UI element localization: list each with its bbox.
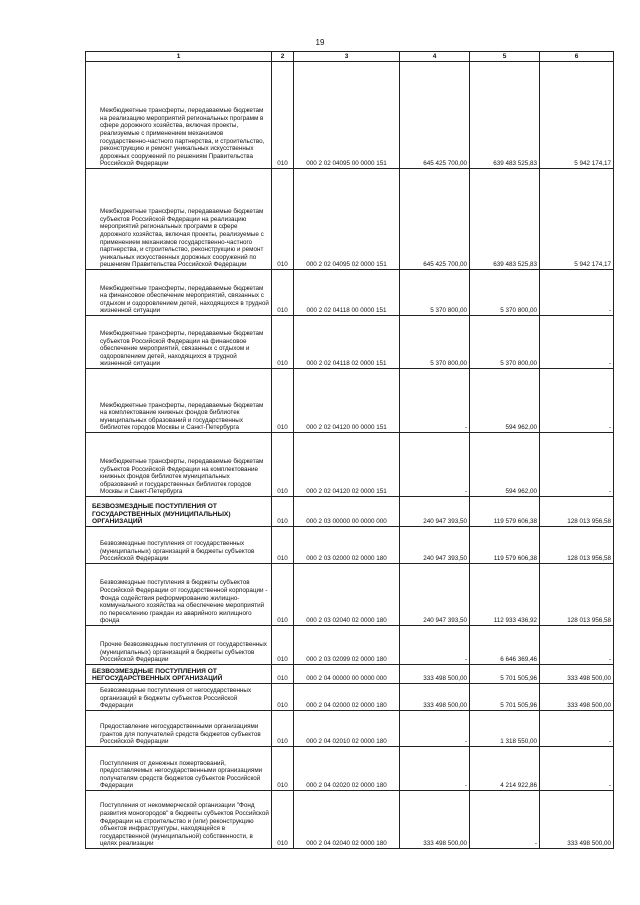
- row-unexecuted: -: [540, 369, 614, 433]
- row-name: [86, 316, 272, 369]
- row-name: [86, 369, 272, 433]
- row-budget-code: 000 2 04 02000 02 0000 180: [294, 684, 400, 711]
- row-line-code: 010: [272, 665, 294, 684]
- table-row: [86, 564, 614, 626]
- row-approved: 645 425 700,00: [400, 169, 470, 270]
- row-budget-code: 000 2 02 04095 00 0000 151: [294, 62, 400, 169]
- column-header: 4: [400, 52, 470, 62]
- row-budget-code: 000 2 02 04120 00 0000 151: [294, 369, 400, 433]
- row-unexecuted: -: [540, 626, 614, 665]
- row-executed: 594 962,00: [470, 433, 540, 497]
- row-unexecuted: 128 013 956,58: [540, 564, 614, 626]
- row-line-code: 010: [272, 564, 294, 626]
- page-number: 19: [315, 38, 325, 47]
- row-approved: 5 370 800,00: [400, 270, 470, 316]
- row-line-code: 010: [272, 433, 294, 497]
- row-unexecuted: 333 498 500,00: [540, 684, 614, 711]
- row-unexecuted: -: [540, 711, 614, 747]
- row-unexecuted: 128 013 956,58: [540, 527, 614, 564]
- table-row: [86, 369, 614, 433]
- row-executed: 594 962,00: [470, 369, 540, 433]
- table-row: [86, 791, 614, 849]
- row-executed: 1 318 550,00: [470, 711, 540, 747]
- row-budget-code: 000 2 03 02099 02 0000 180: [294, 626, 400, 665]
- row-name: [86, 791, 272, 849]
- row-name-text: Межбюджетные трансферты, передаваемые бюджетам субъектов Российской Федерации на финансовое обеспечение мероприятий, связанных с отдыхом и оздоровлением детей, находящихся в трудной жизненной ситуации: [100, 330, 264, 368]
- report-table: [85, 51, 614, 849]
- row-executed: 639 483 525,83: [470, 62, 540, 169]
- row-budget-code: 000 2 04 02010 02 0000 180: [294, 711, 400, 747]
- row-approved: 333 498 500,00: [400, 665, 470, 684]
- row-budget-code: 000 2 04 02020 02 0000 180: [294, 747, 400, 791]
- row-budget-code: 000 2 02 04118 00 0000 151: [294, 270, 400, 316]
- row-name: [86, 665, 272, 684]
- row-executed: 639 483 525,83: [470, 169, 540, 270]
- row-name-text: БЕЗВОЗМЕЗДНЫЕ ПОСТУПЛЕНИЯ ОТ ГОСУДАРСТВЕННЫХ (МУНИЦИПАЛЬНЫХ) ОРГАНИЗАЦИЙ: [92, 503, 231, 526]
- row-approved: -: [400, 747, 470, 791]
- row-executed: 5 370 800,00: [470, 316, 540, 369]
- column-header: 3: [294, 52, 400, 62]
- row-line-code: 010: [272, 684, 294, 711]
- row-approved: -: [400, 711, 470, 747]
- row-approved: 645 425 700,00: [400, 62, 470, 169]
- row-executed: -: [470, 791, 540, 849]
- table-row: [86, 626, 614, 665]
- row-line-code: 010: [272, 497, 294, 527]
- table-row: [86, 433, 614, 497]
- row-name-text: Предоставление негосударственными организациями грантов для получателей средств бюджетов субъектов Российской Федерации: [100, 723, 261, 746]
- row-unexecuted: 128 013 956,58: [540, 497, 614, 527]
- row-budget-code: 000 2 02 04118 02 0000 151: [294, 316, 400, 369]
- row-executed: 6 646 369,46: [470, 626, 540, 665]
- row-unexecuted: 333 498 500,00: [540, 665, 614, 684]
- row-executed: 4 214 922,86: [470, 747, 540, 791]
- row-line-code: 010: [272, 316, 294, 369]
- row-approved: 333 498 500,00: [400, 791, 470, 849]
- table-row: [86, 711, 614, 747]
- column-header: 5: [470, 52, 540, 62]
- row-unexecuted: 5 942 174,17: [540, 169, 614, 270]
- row-approved: -: [400, 369, 470, 433]
- row-unexecuted: -: [540, 433, 614, 497]
- row-name-text: Безвозмездные поступления от негосударственных организаций в бюджеты субъектов Российской Федерации: [100, 687, 252, 710]
- row-name: [86, 62, 272, 169]
- row-line-code: 010: [272, 369, 294, 433]
- row-line-code: 010: [272, 270, 294, 316]
- table-row: [86, 316, 614, 369]
- row-line-code: 010: [272, 791, 294, 849]
- row-unexecuted: -: [540, 316, 614, 369]
- row-name: [86, 564, 272, 626]
- row-approved: -: [400, 626, 470, 665]
- column-header: 2: [272, 52, 294, 62]
- row-name: [86, 270, 272, 316]
- row-executed: 5 370 800,00: [470, 270, 540, 316]
- row-budget-code: 000 2 04 00000 00 0000 000: [294, 665, 400, 684]
- row-name: [86, 711, 272, 747]
- row-executed: 112 933 436,92: [470, 564, 540, 626]
- row-approved: 5 370 800,00: [400, 316, 470, 369]
- table-row: [86, 169, 614, 270]
- row-name: [86, 684, 272, 711]
- table-row: [86, 665, 614, 684]
- table-row: [86, 62, 614, 169]
- table-header: [86, 52, 614, 62]
- row-name: [86, 527, 272, 564]
- table-row: [86, 270, 614, 316]
- row-executed: 5 701 505,96: [470, 684, 540, 711]
- row-budget-code: 000 2 04 02040 02 0000 180: [294, 791, 400, 849]
- row-approved: 333 498 500,00: [400, 684, 470, 711]
- row-name-text: Межбюджетные трансферты, передаваемые бюджетам на комплектование книжных фондов библиотек муниципальных образований и государственных библиотек городов Москвы и Санкт-Петербурга: [100, 401, 264, 432]
- row-line-code: 010: [272, 747, 294, 791]
- row-name: [86, 433, 272, 497]
- row-unexecuted: -: [540, 747, 614, 791]
- column-header: 6: [540, 52, 614, 62]
- column-header: 1: [86, 52, 272, 62]
- row-executed: 119 579 606,38: [470, 497, 540, 527]
- row-budget-code: 000 2 02 04095 02 0000 151: [294, 169, 400, 270]
- row-unexecuted: -: [540, 270, 614, 316]
- table-row: [86, 684, 614, 711]
- table-row: [86, 527, 614, 564]
- row-name-text: Поступления от некоммерческой организации "Фонд развития моногородов" в бюджеты субъектов Российской Федерации на строительство и (или) реконструкцию объектов инфраструктуры, находящейся в государственной (муниципальной) собственности, в целях реализации: [100, 802, 269, 848]
- row-name-text: Межбюджетные трансферты, передаваемые бюджетам субъектов Российской Федерации на реализацию мероприятий региональных программ в сфере дорожного хозяйства, включая проекты, реализуемые с применением механизмов государственно-частного партнерства, и строительство, реконструкцию и ремонт уникальных искусственных дорожных сооружений по решениям Правительства Российской Федерации: [100, 208, 264, 269]
- row-name: [86, 497, 272, 527]
- row-line-code: 010: [272, 711, 294, 747]
- row-line-code: 010: [272, 626, 294, 665]
- row-name-text: Межбюджетные трансферты, передаваемые бюджетам на финансовое обеспечение мероприятий, связанных с отдыхом и оздоровлением детей, находящихся в трудной жизненной ситуации: [100, 284, 269, 315]
- row-budget-code: 000 2 03 02040 02 0000 180: [294, 564, 400, 626]
- row-name-text: Межбюджетные трансферты, передаваемые бюджетам субъектов Российской Федерации на комплектование книжных фондов библиотек муниципальных образований и государственных библиотек городов Москвы и Санкт-Петербурга: [100, 458, 264, 496]
- row-name-text: Поступления от денежных пожертвований, предоставляемых негосударственными организациями получателям средств бюджетов субъектов Российской Федерации: [100, 759, 263, 790]
- row-budget-code: 000 2 03 00000 00 0000 000: [294, 497, 400, 527]
- row-budget-code: 000 2 03 02000 02 0000 180: [294, 527, 400, 564]
- row-approved: 240 947 393,50: [400, 527, 470, 564]
- row-executed: 5 701 505,96: [470, 665, 540, 684]
- row-budget-code: 000 2 02 04120 02 0000 151: [294, 433, 400, 497]
- row-line-code: 010: [272, 169, 294, 270]
- row-name: [86, 747, 272, 791]
- table-row: [86, 497, 614, 527]
- row-line-code: 010: [272, 62, 294, 169]
- row-name: [86, 169, 272, 270]
- row-name-text: Безвозмездные поступления от государственных (муниципальных) организаций в бюджеты субъектов Российской Федерации: [100, 540, 255, 563]
- row-name: [86, 626, 272, 665]
- row-approved: 240 947 393,50: [400, 497, 470, 527]
- row-unexecuted: 5 942 174,17: [540, 62, 614, 169]
- row-approved: 240 947 393,50: [400, 564, 470, 626]
- row-line-code: 010: [272, 527, 294, 564]
- row-name-text: Межбюджетные трансферты, передаваемые бюджетам на реализацию мероприятий региональных программ в сфере дорожного хозяйства, включая проекты, реализуемые с применением механизмов государственно-частного партнерства, и строительство, реконструкцию и ремонт уникальных искусственных дорожных сооружений по решениям Правительства Российской Федерации: [100, 107, 265, 168]
- row-name-text: Безвозмездные поступления в бюджеты субъектов Российской Федерации от государственной корпорации - Фонда содействия реформированию жилищно-коммунального хозяйства на обеспечение мероприятий по переселению граждан из аварийного жилищного фонда: [100, 579, 268, 625]
- row-name-text: Прочие безвозмездные поступления от государственных (муниципальных) организаций в бюджеты субъектов Российской Федерации: [100, 641, 267, 664]
- row-unexecuted: 333 498 500,00: [540, 791, 614, 849]
- row-executed: 119 579 606,38: [470, 527, 540, 564]
- row-approved: -: [400, 433, 470, 497]
- table-row: [86, 747, 614, 791]
- row-name-text: БЕЗВОЗМЕЗДНЫЕ ПОСТУПЛЕНИЯ ОТ НЕГОСУДАРСТВЕННЫХ ОРГАНИЗАЦИЙ: [92, 667, 223, 683]
